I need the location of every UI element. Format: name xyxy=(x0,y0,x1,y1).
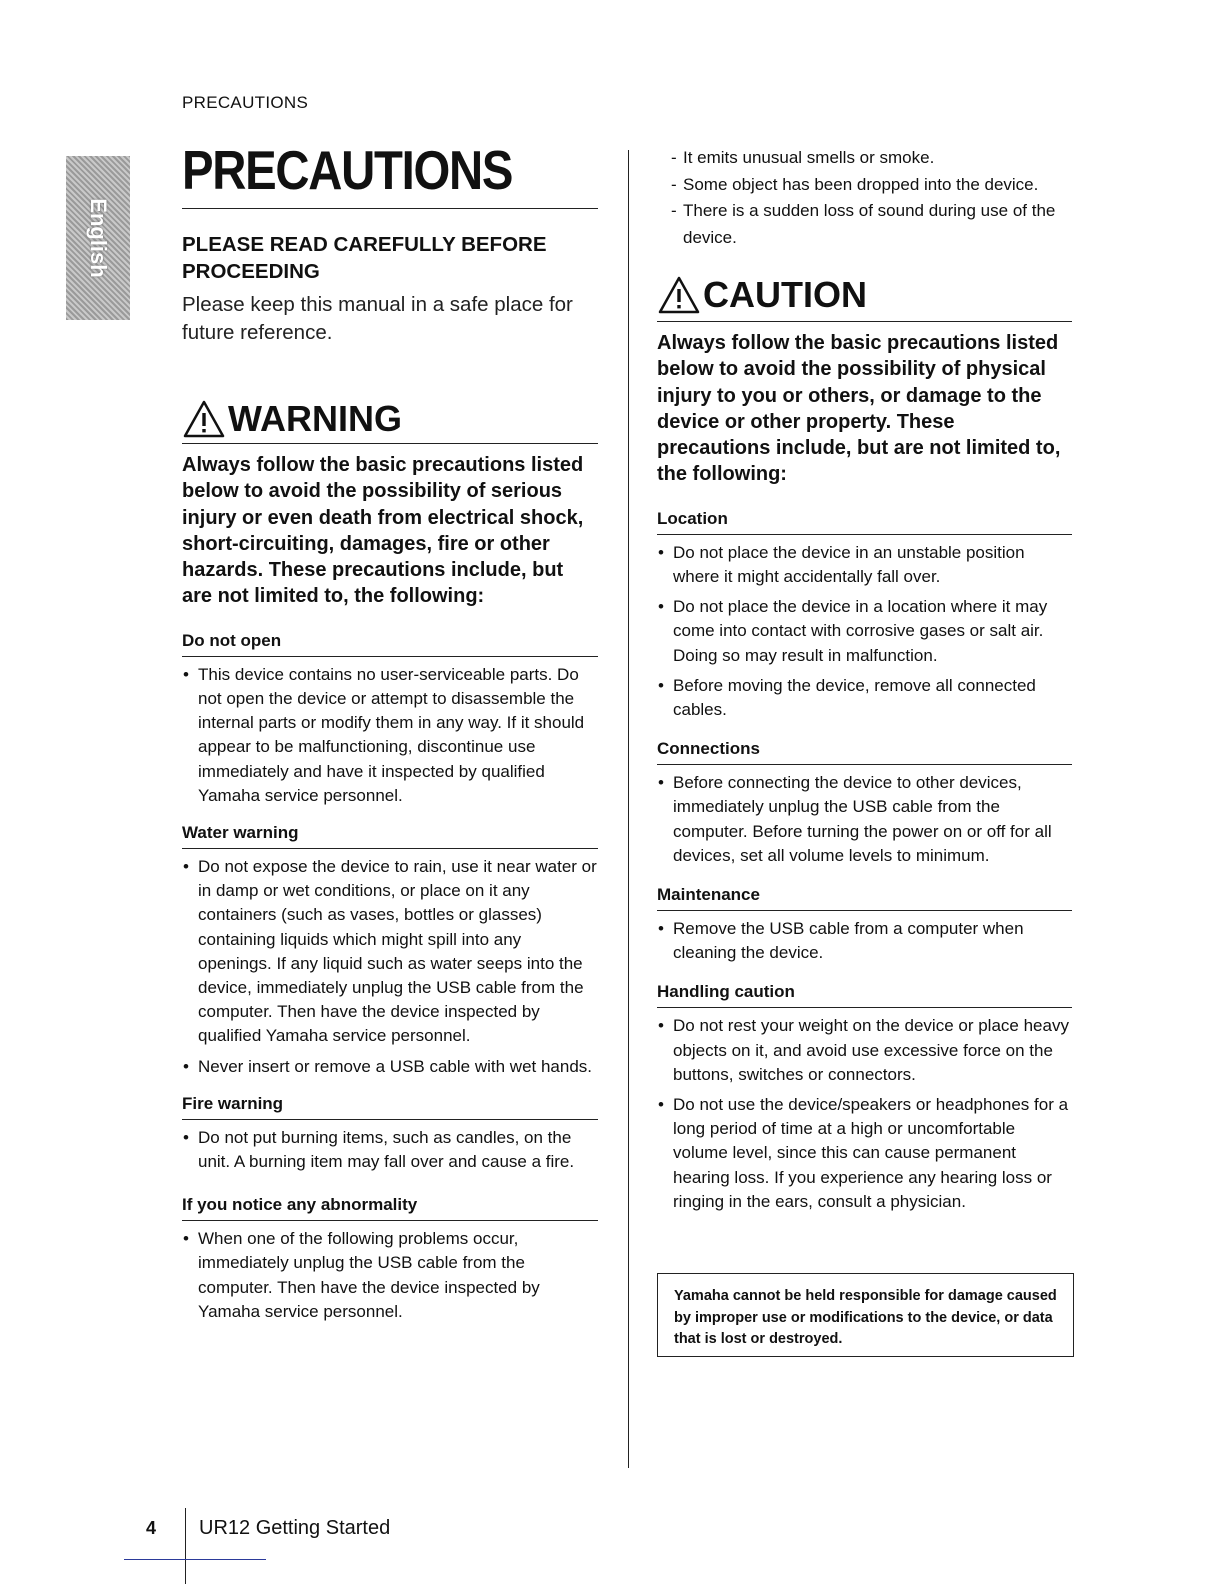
list-item: • Do not use the device/speakers or headphones for a long period of time at a high or uncomfortable volume level, since this can cause permanent hearing loss. If you experience any hearing loss or ringing in the ears, consult a physician. xyxy=(657,1093,1072,1214)
section-rule xyxy=(182,848,598,849)
page-number: 4 xyxy=(146,1518,157,1538)
abnormality-item: - There is a sudden loss of sound during use of the device. xyxy=(671,198,1072,251)
section-rule xyxy=(182,656,598,657)
section-heading: Fire warning xyxy=(182,1093,284,1113)
language-tab-label: English xyxy=(86,198,111,278)
section-handling-caution xyxy=(657,981,1072,1214)
section-heading: Maintenance xyxy=(657,885,760,905)
list-item: • Do not place the device in a location where it may come into contact with corrosive gases or salt air. Doing so may result in malfunction. xyxy=(657,595,1072,668)
section-heading: Water warning xyxy=(182,823,299,842)
list-item: • Remove the USB cable from a computer when cleaning the device. xyxy=(657,917,1072,965)
caution-triangle-icon xyxy=(657,275,701,315)
column-divider xyxy=(628,150,629,1468)
section-rule xyxy=(182,1220,598,1221)
section-heading: If you notice any abnormality xyxy=(182,1195,418,1215)
list-item: • Do not place the device in an unstable position where it might accidentally fall over. xyxy=(657,541,1072,589)
list-item: • Do not expose the device to rain, use it near water or in damp or wet conditions, or place on it any containers (such as vases, bottles or glasses) containing liquids which might spill into any openings. If any liquid such as water seeps into the device, immediately unplug the USB cable from the computer. Then have the device inspected by qualified Yamaha service personnel. xyxy=(182,855,598,1049)
section-rule xyxy=(182,1119,598,1120)
warning-triangle-icon xyxy=(182,399,226,439)
main-title: PRECAUTIONS xyxy=(182,139,513,201)
language-tab xyxy=(66,156,130,320)
left-column xyxy=(182,138,598,1330)
section-heading: Handling caution xyxy=(657,982,795,1002)
section-heading: Connections xyxy=(657,739,760,759)
warning-lead: Always follow the basic precautions listed below to avoid the possibility of serious injury or even death from electrical shock, short-circuiting, damages, fire or other hazards. These precautions include, but are not limited to, the following: xyxy=(182,454,584,608)
warning-rule xyxy=(182,443,598,444)
bullet-list xyxy=(182,1227,598,1324)
bullet-list xyxy=(182,855,598,1079)
title-rule xyxy=(182,208,598,209)
bullet-list xyxy=(657,1014,1072,1214)
abnormality-list xyxy=(657,145,1072,251)
bullet-list xyxy=(657,541,1072,722)
section-abnormality xyxy=(182,1194,598,1324)
footer-rule xyxy=(124,1559,266,1560)
list-item: • Before connecting the device to other devices, immediately unplug the USB cable from the computer. Before turning the power on or off for all devices, set all volume levels to minimum. xyxy=(657,771,1072,868)
running-head: PRECAUTIONS xyxy=(182,93,309,112)
list-item: • Never insert or remove a USB cable with wet hands. xyxy=(182,1055,598,1079)
section-connections xyxy=(657,738,1072,868)
list-item: • When one of the following problems occur, immediately unplug the USB cable from the computer. Then have the device inspected by Yamaha service personnel. xyxy=(182,1227,598,1324)
section-fire-warning xyxy=(182,1093,598,1174)
caution-lead: Always follow the basic precautions listed below to avoid the possibility of physical injury to you or others, or damage to the device or other property. These precautions include, but are not limited to, the following: xyxy=(657,332,1061,486)
warning-title xyxy=(182,399,598,439)
bullet-list xyxy=(657,917,1072,965)
list-item: • This device contains no user-serviceable parts. Do not open the device or attempt to disassemble the internal parts or modify them in any way. If it should appear to be malfunctioning, discontinue use immediately and have it inspected by qualified Yamaha service personnel. xyxy=(182,663,598,808)
document-title: UR12 Getting Started xyxy=(199,1517,391,1539)
section-location xyxy=(657,508,1072,722)
section-do-not-open xyxy=(182,630,598,808)
bullet-list xyxy=(657,771,1072,868)
warning-title-text: WARNING xyxy=(228,398,402,439)
intro-text: Please keep this manual in a safe place for future reference. xyxy=(182,293,573,344)
list-item: • Do not rest your weight on the device or place heavy objects on it, and avoid use excessive force on the buttons, switches or connectors. xyxy=(657,1014,1072,1087)
caution-title-text: CAUTION xyxy=(703,274,867,315)
caution-rule xyxy=(657,321,1072,322)
list-item: • Before moving the device, remove all connected cables. xyxy=(657,674,1072,722)
abnormality-item: - It emits unusual smells or smoke. xyxy=(671,145,1072,172)
right-column xyxy=(657,145,1072,1220)
subheading: PLEASE READ CAREFULLY BEFORE PROCEEDING xyxy=(182,233,547,283)
liability-notice: Yamaha cannot be held responsible for damage caused by improper use or modifications to the device, or data that is lost or destroyed. xyxy=(657,1273,1074,1357)
list-item: • Do not put burning items, such as candles, on the unit. A burning item may fall over and cause a fire. xyxy=(182,1126,598,1174)
caution-title xyxy=(657,275,1072,315)
section-rule xyxy=(657,1007,1072,1008)
section-rule xyxy=(657,910,1072,911)
section-water-warning xyxy=(182,822,598,1079)
section-rule xyxy=(657,534,1072,535)
abnormality-item: - Some object has been dropped into the device. xyxy=(671,172,1072,199)
section-maintenance xyxy=(657,884,1072,965)
section-rule xyxy=(657,764,1072,765)
bullet-list xyxy=(182,663,598,808)
bullet-list xyxy=(182,1126,598,1174)
section-heading: Location xyxy=(657,508,728,528)
footer-divider xyxy=(185,1508,186,1584)
section-heading: Do not open xyxy=(182,630,282,650)
